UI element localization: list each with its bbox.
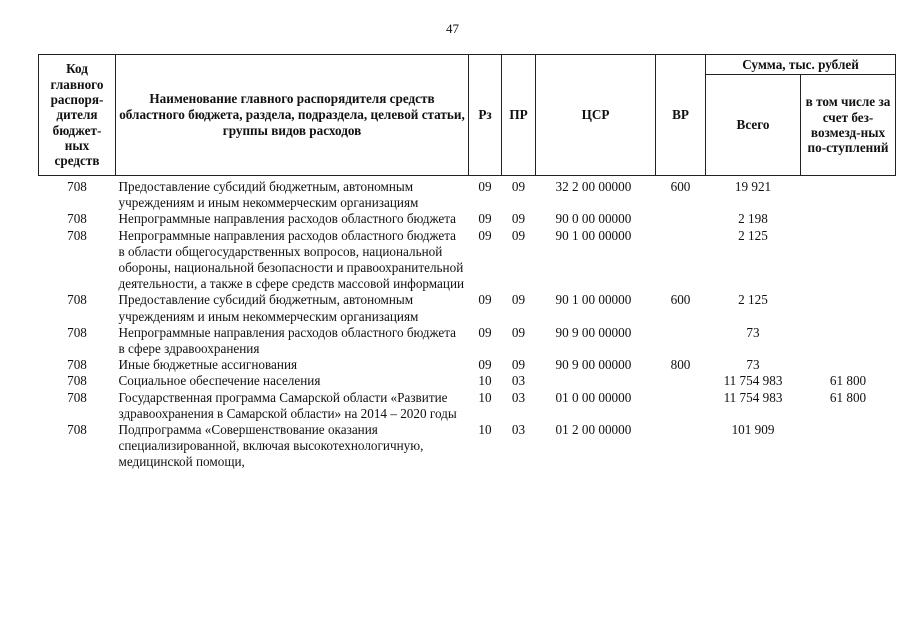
table-row: [39, 325, 896, 357]
row-rz: 10: [478, 422, 492, 438]
table-row: [39, 211, 896, 227]
row-vr: [656, 211, 706, 227]
row-rz: 10: [478, 389, 492, 405]
row-total: 11 754 983: [723, 389, 783, 405]
row-code: 708: [67, 389, 87, 405]
row-pr: 03: [511, 389, 526, 405]
row-csr: [536, 373, 656, 389]
table-row: [39, 422, 896, 471]
row-free: [801, 422, 896, 471]
row-free: [801, 228, 896, 293]
row-vr: [656, 228, 706, 293]
table-row: [39, 176, 896, 212]
row-vr: [656, 422, 706, 471]
row-pr: 09: [511, 211, 526, 227]
row-code: 708: [67, 179, 87, 194]
header-free: в том числе за счет без-возмезд-ных по-ступлений: [801, 75, 896, 176]
row-free: [801, 292, 896, 324]
row-code: 708: [67, 211, 87, 227]
row-total: 73: [746, 324, 760, 340]
row-csr: 90 0 00 00000: [555, 211, 632, 227]
table-header: [39, 55, 896, 176]
row-vr: 800: [670, 357, 691, 373]
row-pr: 09: [511, 357, 526, 373]
row-free: [801, 325, 896, 357]
row-pr: 03: [511, 422, 526, 438]
header-code: Код главного распоря-дителя бюджет-ных средств: [39, 55, 116, 176]
page-number: 47: [446, 21, 459, 36]
row-code: 708: [67, 292, 87, 308]
row-csr: 90 9 00 00000: [555, 357, 632, 373]
row-code: 708: [67, 357, 87, 373]
row-pr: 09: [511, 179, 526, 194]
table-row: [39, 228, 896, 293]
row-pr: 09: [511, 324, 526, 340]
row-name: Предоставление субсидий бюджетным, автономным учреждениям и иным некоммерческим организациям: [118, 292, 419, 324]
row-rz: 09: [478, 292, 492, 308]
row-code: 708: [67, 422, 87, 438]
row-code: 708: [67, 324, 87, 340]
row-code: 708: [67, 373, 87, 389]
row-free: [801, 176, 896, 212]
row-rz: 10: [478, 373, 492, 389]
row-csr: 90 1 00 00000: [555, 227, 632, 243]
row-pr: 03: [511, 373, 526, 389]
row-free: [801, 211, 896, 227]
row-vr: [656, 390, 706, 422]
row-name: Социальное обеспечение населения: [118, 373, 321, 389]
row-name: Государственная программа Самарской области «Развитие здравоохранения в Самарской области» на 2014 – 2020 годы: [118, 389, 457, 421]
table-row: [39, 357, 896, 373]
row-total: 2 125: [738, 292, 768, 308]
header-csr: ЦСР: [536, 55, 656, 176]
header-total: Всего: [706, 75, 801, 176]
row-name: Подпрограмма «Совершенствование оказания специализированной, включая высокотехнологичную, медицинской помощи,: [118, 422, 424, 470]
row-rz: 09: [478, 211, 492, 227]
header-sum: Сумма, тыс. рублей: [706, 55, 896, 75]
row-pr: 09: [511, 292, 526, 308]
row-csr: 01 0 00 00000: [555, 389, 632, 405]
row-vr: [656, 373, 706, 389]
row-rz: 09: [478, 324, 492, 340]
row-rz: 09: [478, 357, 492, 373]
row-csr: 01 2 00 00000: [555, 422, 632, 438]
table-row: [39, 292, 896, 324]
row-vr: 600: [670, 292, 691, 308]
row-code: 708: [67, 227, 87, 243]
row-name: Предоставление субсидий бюджетным, автономным учреждениям и иным некоммерческим организациям: [118, 179, 419, 211]
table-row: [39, 390, 896, 422]
row-csr: 90 9 00 00000: [555, 324, 632, 340]
header-pr: ПР: [502, 55, 536, 176]
row-free: 61 800: [829, 389, 867, 405]
row-total: 73: [746, 357, 760, 373]
header-vr: ВР: [656, 55, 706, 176]
row-free: [801, 357, 896, 373]
row-rz: 09: [478, 179, 492, 194]
row-pr: 09: [511, 227, 526, 243]
row-total: 101 909: [731, 422, 775, 438]
row-vr: 600: [670, 179, 691, 194]
row-free: 61 800: [829, 373, 867, 389]
row-name: Иные бюджетные ассигнования: [118, 357, 298, 373]
row-total: 11 754 983: [723, 373, 783, 389]
row-total: 2 198: [738, 211, 768, 227]
row-name: Непрограммные направления расходов областного бюджета в сфере здравоохранения: [118, 324, 457, 357]
table-body: [39, 176, 896, 471]
row-total: 2 125: [738, 227, 768, 243]
row-name: Непрограммные направления расходов областного бюджета в области общегосударственных вопросов, национальной обороны, национальной безопасности и правоохранительной деятельности, а также в сфере средств массовой информации: [118, 227, 465, 292]
row-vr: [656, 325, 706, 357]
budget-table: [38, 54, 896, 471]
row-csr: 90 1 00 00000: [555, 292, 632, 308]
row-csr: 32 2 00 00000: [555, 179, 632, 194]
header-name: Наименование главного распорядителя средств областного бюджета, раздела, подраздела, целевой статьи, группы видов расходов: [116, 55, 469, 176]
row-rz: 09: [478, 227, 492, 243]
row-total: 19 921: [734, 179, 772, 194]
row-name: Непрограммные направления расходов областного бюджета: [118, 211, 457, 227]
table-row: [39, 373, 896, 389]
header-rz: Рз: [469, 55, 502, 176]
